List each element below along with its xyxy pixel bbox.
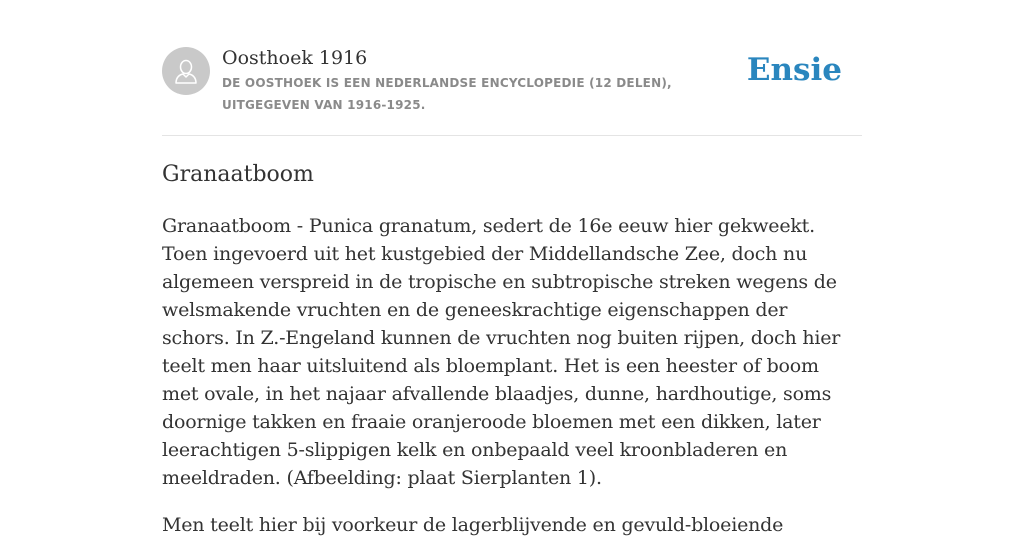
user-icon: [172, 57, 200, 85]
source-title[interactable]: Oosthoek 1916: [222, 47, 368, 69]
entry-paragraph: Granaatboom - Punica granatum, sedert de 16e eeuw hier gekweekt. Toen ingevoerd uit het kustgebied der Middellandsche Zee, doch nu algemeen verspreid in de tropische en subtropische streken wegens de welsmakende vruchten en de geneeskrachtige eigenschappen der schors. In Z.-Engeland kunnen de vruchten nog buiten rijpen, doch hier teelt men haar uitsluitend als bloemplant. Het is een heester of boom met ovale, in het najaar afvallende blaadjes, dunne, hardhoutige, soms doornige takken en fraaie oranjeroode bloemen met een dikken, later leerachtigen 5-slippigen kelk en onbepaald veel kroonbladeren en meeldraden. (Afbeelding: plaat Sierplanten 1).: [162, 215, 841, 489]
entry-content: [162, 212, 852, 558]
entry-title: Granaatboom: [162, 162, 314, 187]
source-description: DE OOSTHOEK IS EEN NEDERLANDSE ENCYCLOPEDIE (12 DELEN), UITGEGEVEN VAN 1916-1925.: [222, 76, 672, 112]
source-header: [162, 46, 862, 116]
ensie-logo[interactable]: Ensie: [746, 52, 842, 88]
entry-paragraph: Men teelt hier bij voorkeur de lagerblijvende en gevuld-bloeiende: [162, 514, 784, 536]
header-divider: [162, 135, 862, 136]
avatar[interactable]: [162, 47, 210, 95]
